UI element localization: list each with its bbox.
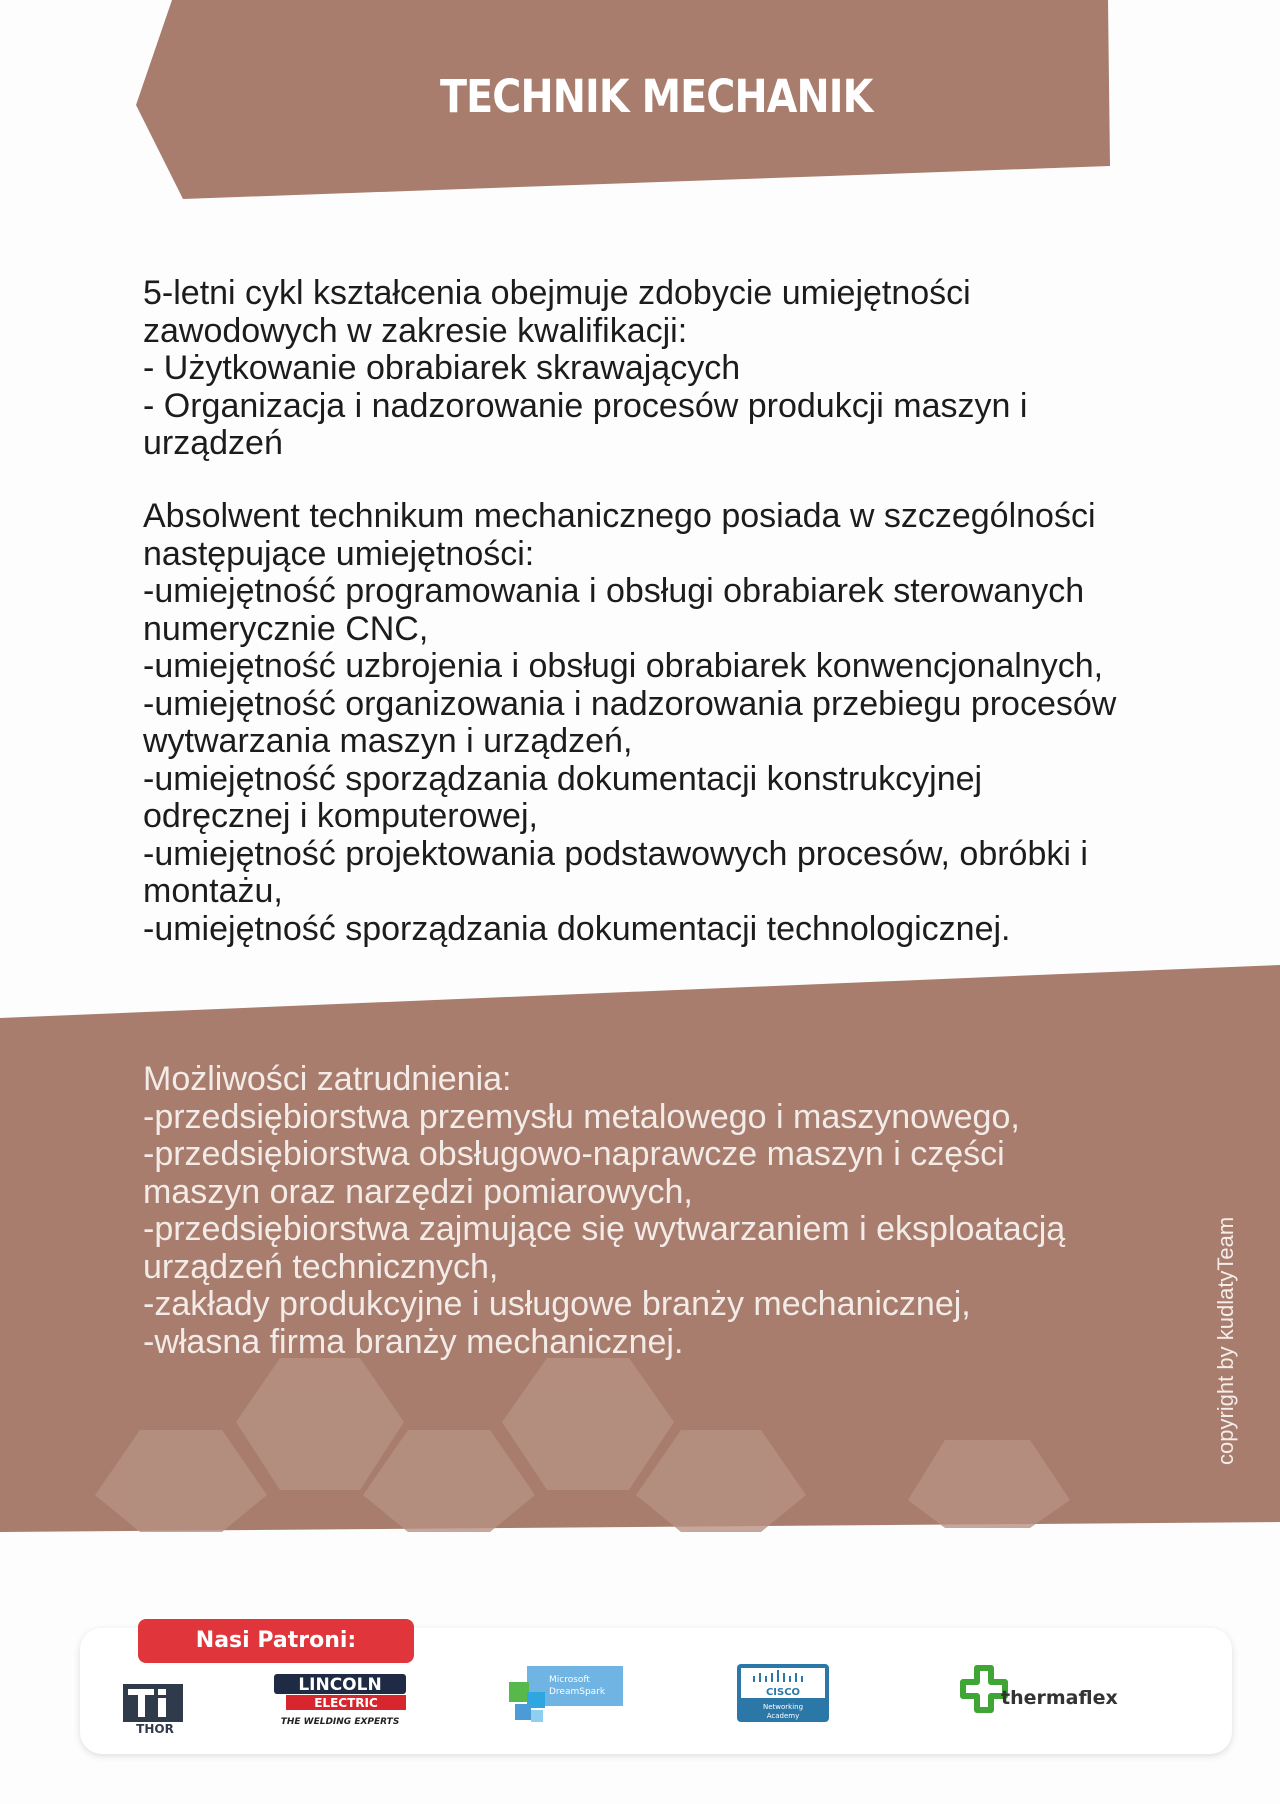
text-line: numerycznie CNC, [143,609,429,648]
text-line: - Użytkowanie obrabiarek skrawających [143,349,741,387]
text-line: 5-letni cykl kształcenia obejmuje zdobycie umiejętności [143,274,971,312]
text-line: urządzeń technicznych, [143,1247,499,1286]
microsoft-dreamspark-logo [505,1662,625,1732]
text-line: zawodowych w zakresie kwalifikacji: [143,311,688,350]
academy-text: Academy [766,1712,800,1720]
welding-experts-text: THE WELDING EXPERTS [280,1717,400,1727]
copyright-note: copyright by kudlatyTeam [1213,1216,1238,1465]
dreamspark-text: DreamSpark [549,1687,606,1697]
electric-logo-text: ELECTRIC [314,1696,378,1710]
thor-logo [120,1680,190,1736]
text-line: - Organizacja i nadzorowanie procesów produkcji maszyn i [143,386,1028,425]
text-line: odręcznej i komputerowej, [143,797,538,835]
text-line: -umiejętność programowania i obsługi obrabiarek sterowanych [143,572,1085,610]
text-line: Absolwent technikum mechanicznego posiada w szczególności [143,497,1096,535]
lincoln-logo-text: LINCOLN [298,1675,382,1695]
patrons-label: Nasi Patroni: [138,1619,414,1663]
employment-section [143,1061,1203,1361]
networking-text: Networking [762,1703,804,1711]
text-line: maszyn oraz narzędzi pomiarowych, [143,1172,693,1211]
thor-logo-text: THOR [136,1722,174,1736]
text-line: -umiejętność organizowania i nadzorowania przebiegu procesów [143,684,1117,723]
cisco-networking-academy-logo [735,1662,831,1724]
text-line: -przedsiębiorstwa obsługowo-naprawcze maszyn i części [143,1135,1005,1173]
text-line: -umiejętność sporządzania dokumentacji technologicznej. [143,909,1011,948]
cisco-text: CISCO [765,1687,801,1698]
thermaflex-text: thermaflex [1001,1687,1118,1709]
text-line: następujące umiejętności: [143,534,535,573]
text-line: Możliwości zatrudnienia: [143,1060,512,1098]
text-line: -umiejętność sporządzania dokumentacji konstrukcyjnej [143,759,983,798]
thermaflex-logo [955,1664,1145,1724]
text-line: montażu, [143,872,283,910]
text-line: -przedsiębiorstwa zajmujące się wytwarzaniem i eksploatacją [143,1210,1066,1248]
graduate-skills-section [143,498,1203,948]
text-line: wytwarzania maszyn i urządzeń, [143,722,633,760]
text-line: urządzeń [143,424,283,462]
text-line: -umiejętność uzbrojenia i obsługi obrabiarek konwencjonalnych, [143,647,1104,685]
text-line: -przedsiębiorstwa przemysłu metalowego i maszynowego, [143,1097,1020,1136]
text-line: -własna firma branży mechanicznej. [143,1322,684,1361]
lincoln-electric-logo [270,1672,416,1732]
page-title: TECHNIK MECHANIK [440,70,873,123]
text-line: -zakłady produkcyjne i usługowe branży mechanicznej, [143,1285,971,1323]
microsoft-text: Microsoft [549,1675,590,1685]
text-line: -umiejętność projektowania podstawowych procesów, obróbki i [143,834,1088,873]
qualifications-section [143,275,1203,463]
